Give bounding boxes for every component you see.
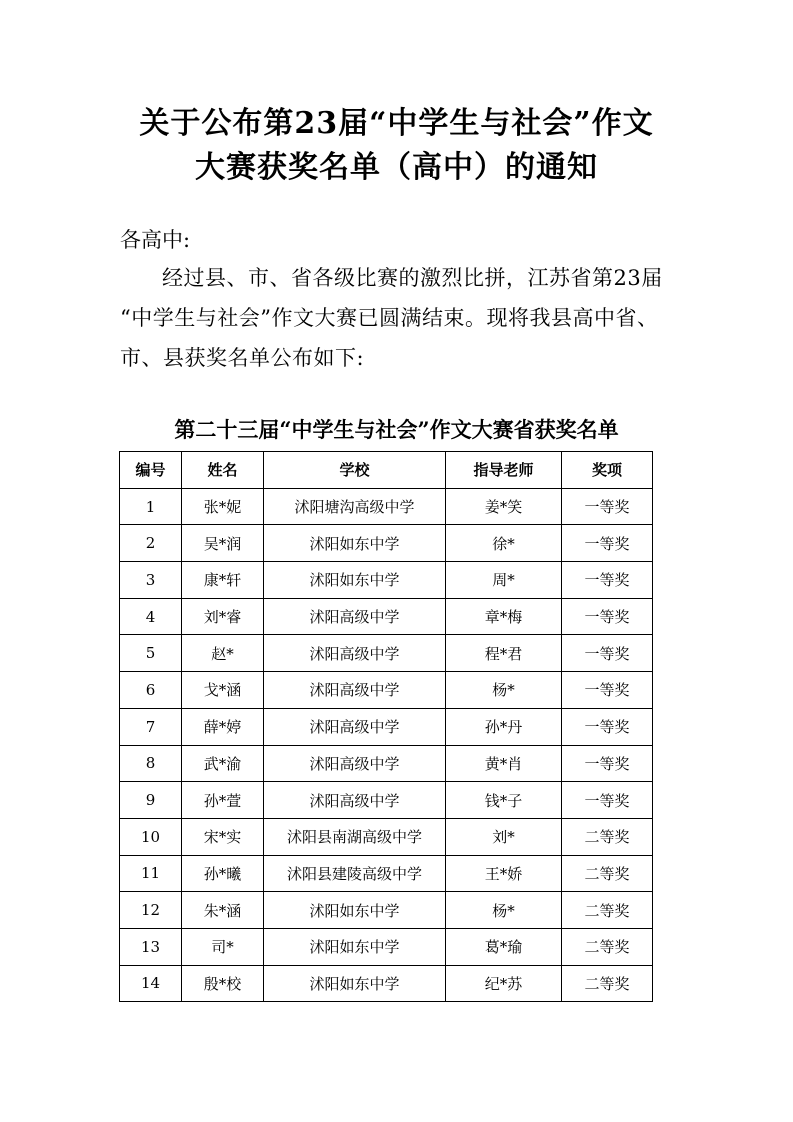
table-row	[120, 562, 653, 599]
document-title-line-1: 关于公布第23届“中学生与社会”作文	[139, 106, 654, 141]
cell-award: 二等奖	[562, 892, 653, 929]
cell-school: 沭阳如东中学	[264, 525, 446, 562]
table-row	[120, 818, 653, 855]
header-school: 学校	[264, 452, 446, 489]
header-number: 编号	[120, 452, 182, 489]
cell-name: 孙*萱	[182, 782, 264, 819]
header-teacher: 指导老师	[446, 452, 562, 489]
cell-number: 8	[120, 745, 182, 782]
cell-school: 沭阳高级中学	[264, 598, 446, 635]
cell-name: 康*轩	[182, 562, 264, 599]
table-row	[120, 525, 653, 562]
cell-name: 殷*校	[182, 965, 264, 1002]
cell-school: 沭阳如东中学	[264, 562, 446, 599]
cell-name: 刘*睿	[182, 598, 264, 635]
header-award: 奖项	[562, 452, 653, 489]
cell-teacher: 杨*	[446, 892, 562, 929]
cell-school: 沭阳高级中学	[264, 708, 446, 745]
body-paragraph-line-3: 市、县获奖名单公布如下:	[120, 346, 365, 370]
table-row	[120, 855, 653, 892]
table-body	[120, 488, 653, 1002]
cell-award: 二等奖	[562, 965, 653, 1002]
cell-award: 一等奖	[562, 488, 653, 525]
cell-school: 沭阳高级中学	[264, 745, 446, 782]
cell-number: 14	[120, 965, 182, 1002]
cell-award: 一等奖	[562, 782, 653, 819]
cell-school: 沭阳高级中学	[264, 635, 446, 672]
cell-award: 一等奖	[562, 598, 653, 635]
table-row	[120, 488, 653, 525]
table-row	[120, 892, 653, 929]
cell-number: 3	[120, 562, 182, 599]
cell-number: 4	[120, 598, 182, 635]
table-row	[120, 598, 653, 635]
cell-teacher: 王*娇	[446, 855, 562, 892]
table-header-row	[120, 452, 653, 489]
cell-name: 孙*曦	[182, 855, 264, 892]
cell-award: 二等奖	[562, 855, 653, 892]
cell-award: 一等奖	[562, 672, 653, 709]
cell-name: 宋*实	[182, 818, 264, 855]
cell-number: 7	[120, 708, 182, 745]
document-title-line-2: 大赛获奖名单（高中）的通知	[195, 150, 598, 185]
table-row	[120, 672, 653, 709]
cell-teacher: 黄*肖	[446, 745, 562, 782]
cell-award: 二等奖	[562, 928, 653, 965]
cell-school: 沭阳塘沟高级中学	[264, 488, 446, 525]
salutation: 各高中:	[120, 228, 191, 252]
header-name: 姓名	[182, 452, 264, 489]
cell-name: 薛*婷	[182, 708, 264, 745]
cell-award: 一等奖	[562, 635, 653, 672]
awards-table	[119, 451, 653, 1002]
cell-number: 9	[120, 782, 182, 819]
table-row	[120, 965, 653, 1002]
cell-teacher: 徐*	[446, 525, 562, 562]
cell-school: 沭阳县建陵高级中学	[264, 855, 446, 892]
cell-teacher: 钱*子	[446, 782, 562, 819]
cell-teacher: 杨*	[446, 672, 562, 709]
cell-award: 一等奖	[562, 525, 653, 562]
cell-school: 沭阳如东中学	[264, 892, 446, 929]
cell-school: 沭阳如东中学	[264, 965, 446, 1002]
cell-number: 2	[120, 525, 182, 562]
cell-school: 沭阳高级中学	[264, 672, 446, 709]
table-row	[120, 928, 653, 965]
cell-name: 张*妮	[182, 488, 264, 525]
table-row	[120, 782, 653, 819]
cell-name: 朱*涵	[182, 892, 264, 929]
cell-school: 沭阳如东中学	[264, 928, 446, 965]
cell-teacher: 纪*苏	[446, 965, 562, 1002]
table-row	[120, 635, 653, 672]
cell-number: 1	[120, 488, 182, 525]
cell-name: 武*渝	[182, 745, 264, 782]
cell-teacher: 刘*	[446, 818, 562, 855]
cell-name: 赵*	[182, 635, 264, 672]
cell-award: 二等奖	[562, 818, 653, 855]
cell-school: 沭阳县南湖高级中学	[264, 818, 446, 855]
cell-school: 沭阳高级中学	[264, 782, 446, 819]
cell-teacher: 葛*瑜	[446, 928, 562, 965]
body-paragraph-line-2: “中学生与社会”作文大赛已圆满结束。现将我县高中省、	[120, 306, 659, 330]
cell-teacher: 章*梅	[446, 598, 562, 635]
table-row	[120, 708, 653, 745]
cell-number: 13	[120, 928, 182, 965]
cell-name: 司*	[182, 928, 264, 965]
cell-teacher: 孙*丹	[446, 708, 562, 745]
cell-name: 吴*润	[182, 525, 264, 562]
cell-award: 一等奖	[562, 745, 653, 782]
cell-name: 戈*涵	[182, 672, 264, 709]
body-paragraph-line-1: 经过县、市、省各级比赛的激烈比拼，江苏省第23届	[162, 266, 663, 290]
cell-number: 10	[120, 818, 182, 855]
cell-number: 5	[120, 635, 182, 672]
table-row	[120, 745, 653, 782]
cell-teacher: 周*	[446, 562, 562, 599]
cell-award: 一等奖	[562, 562, 653, 599]
cell-number: 12	[120, 892, 182, 929]
cell-teacher: 程*君	[446, 635, 562, 672]
cell-award: 一等奖	[562, 708, 653, 745]
cell-number: 11	[120, 855, 182, 892]
cell-number: 6	[120, 672, 182, 709]
cell-teacher: 姜*笑	[446, 488, 562, 525]
table-title: 第二十三届“中学生与社会”作文大赛省获奖名单	[174, 417, 619, 442]
